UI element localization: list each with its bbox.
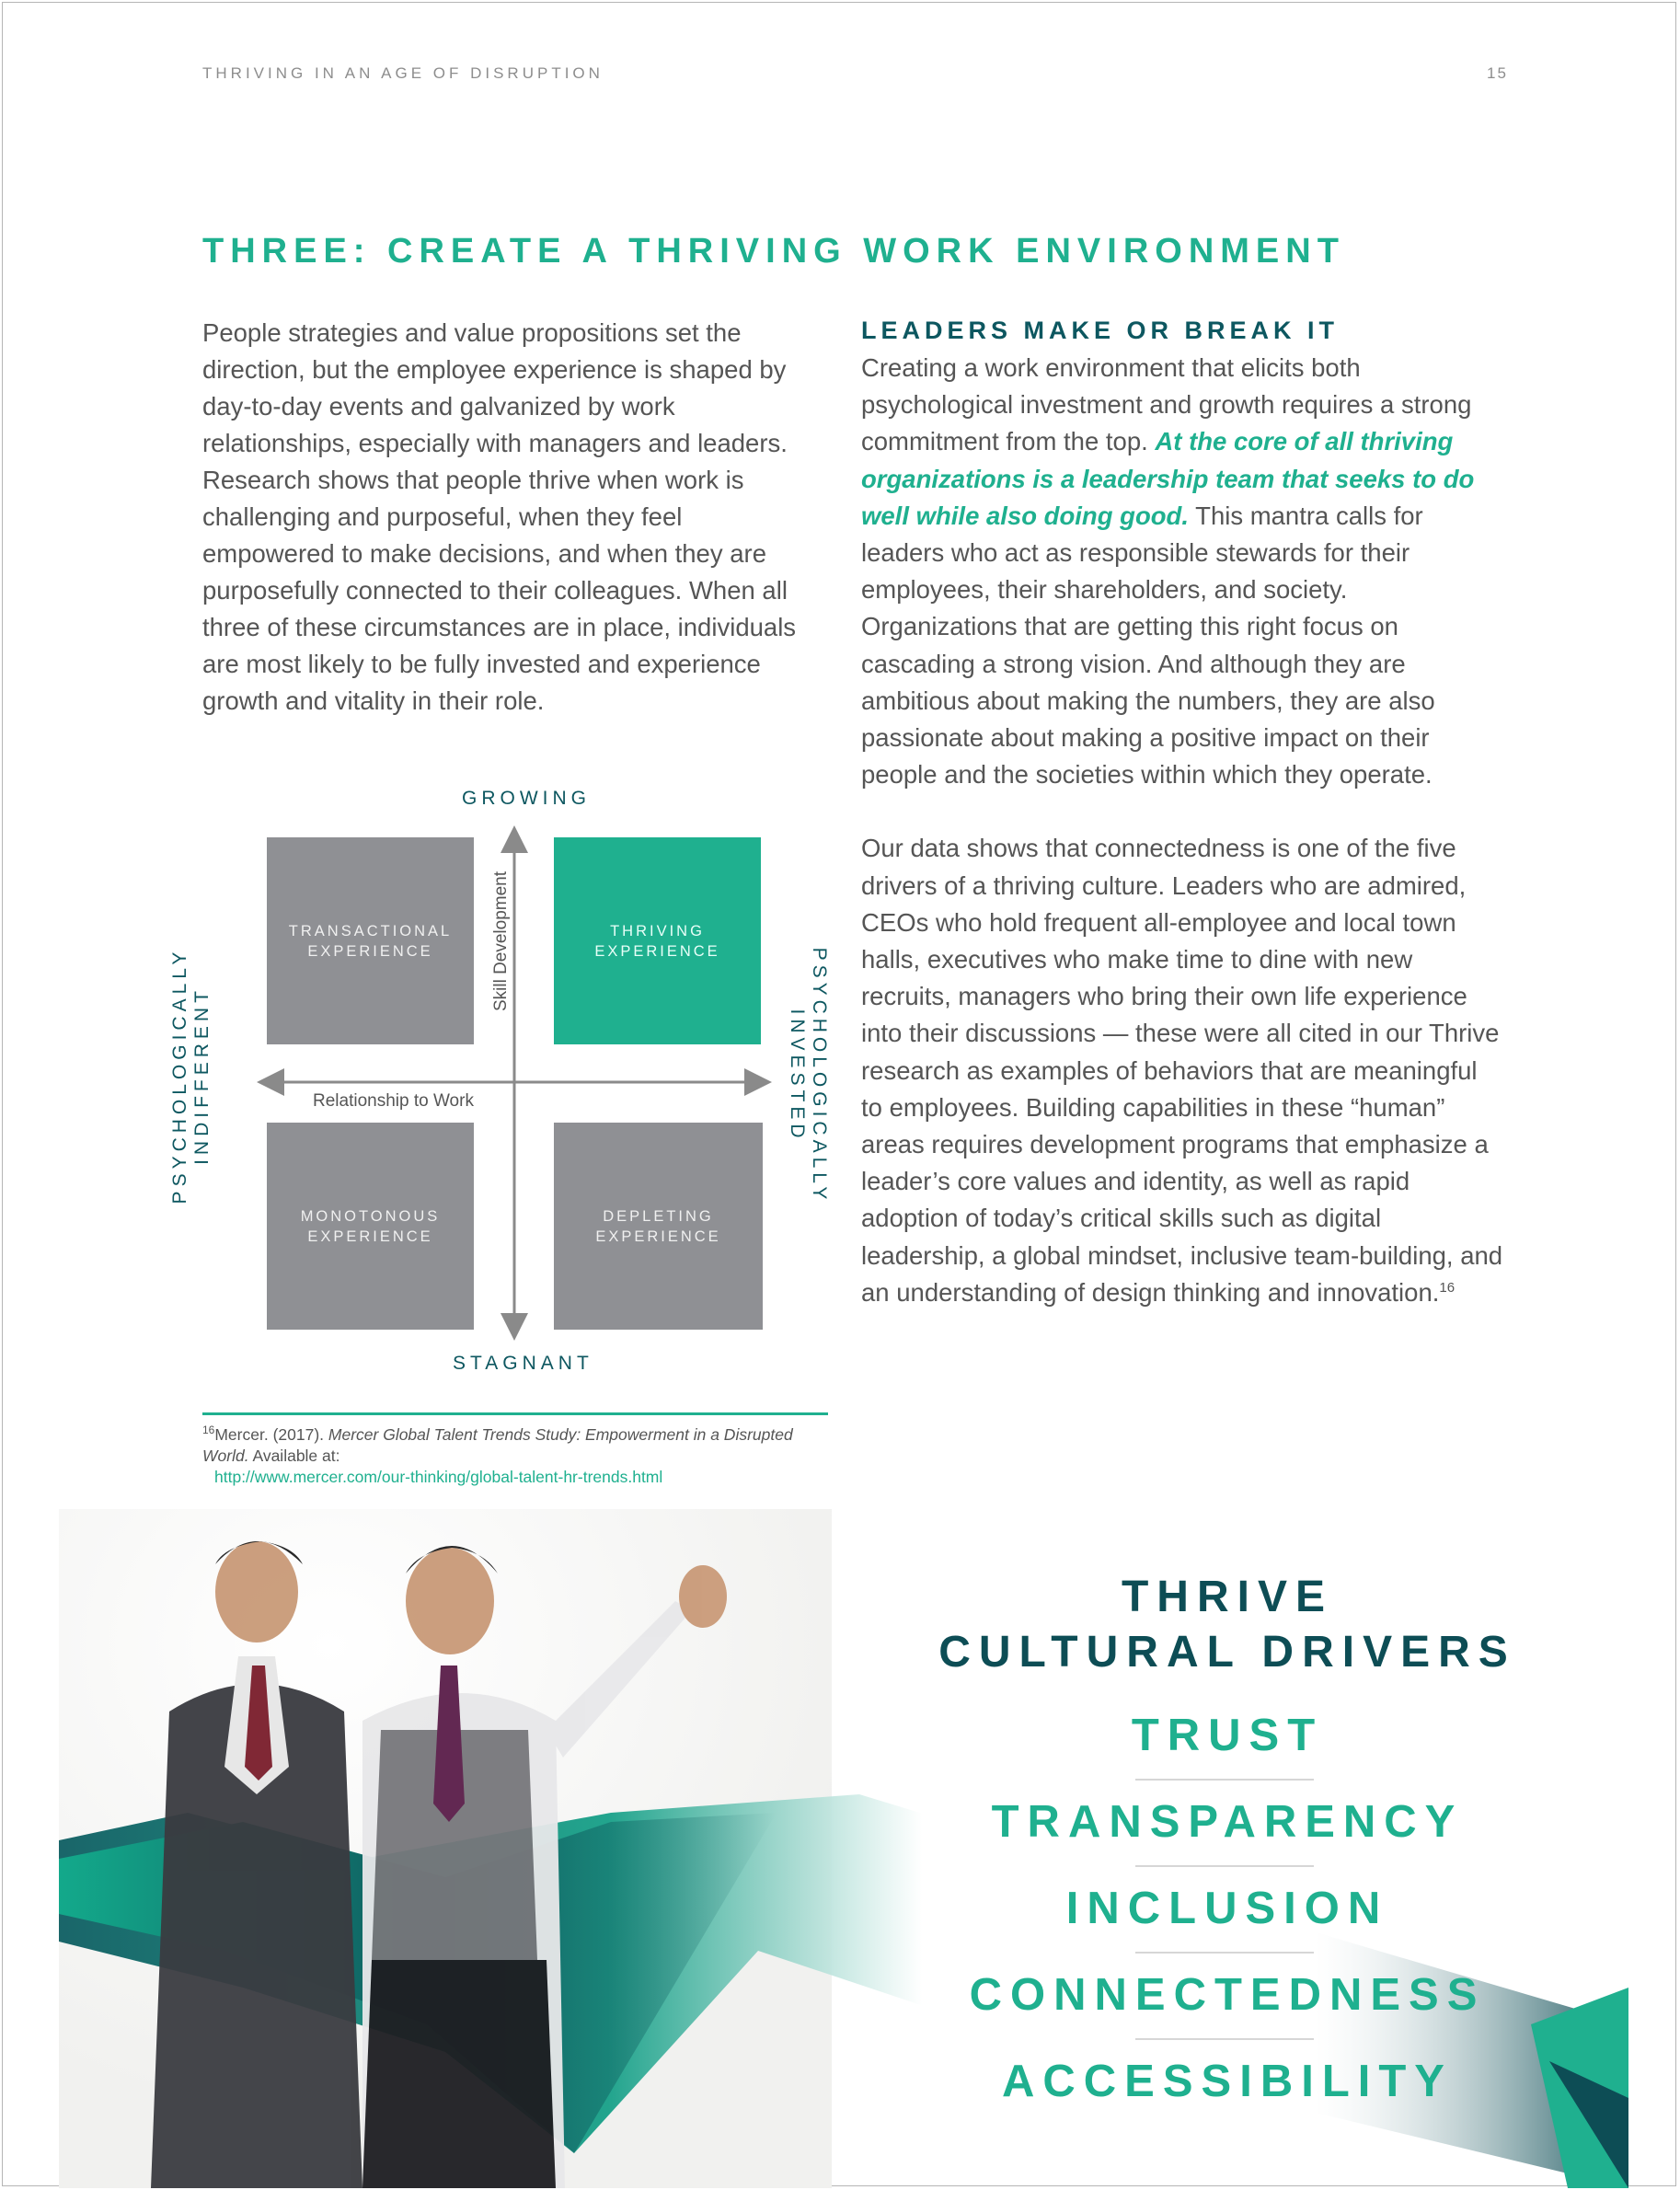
driver-divider [1135,2038,1314,2040]
relationship-to-work-label: Relationship to Work [309,1091,478,1112]
connectedness-paragraph [861,830,1505,1311]
driver-divider [1135,1865,1314,1867]
driver-transparency: TRANSPARENCY [991,1797,1464,1847]
footnote-reference: 16 [1439,1279,1456,1296]
stagnant-label: STAGNANT [453,1353,593,1374]
skill-development-label: Skill Development [491,870,511,1012]
footnote-link[interactable]: http://www.mercer.com/our-thinking/global-talent-hr-trends.html [214,1468,663,1486]
leadership-paragraph [861,350,1505,793]
driver-divider [1135,1952,1314,1954]
sub-heading: LEADERS MAKE OR BREAK IT [861,317,1340,344]
emphasis-quote: At the core of all thriving organizations is a leadership team that seeks to do well while also doing good. [861,427,1475,530]
driver-inclusion: INCLUSION [1065,1884,1389,1933]
paragraph-end: This mantra calls for leaders who act as responsible stewards for their employees, their shareholders, and society. Organizations that are getting this right focus on cascading a strong vision. And although they are ambitious about making the numbers, they are also passionate about making a positive impact on their people and the societies within which they operate. [861,501,1435,790]
footnote: $^{16}$Mercer. (2017). Mercer Global Talent Trends Study: Empowerment in a Disrupted World. Available at: http://www.mercer.com/our-thinking/global-talent-hr-trends.html [202,1424,828,1488]
quadrant-monotonous: MONOTONOUS EXPERIENCE [267,1123,474,1330]
running-header: THRIVING IN AN AGE OF DISRUPTION [202,64,604,82]
right-column [861,313,1505,1311]
driver-connectedness: CONNECTEDNESS [969,1970,1486,2020]
diagram-axes [193,782,837,1389]
quadrant-transactional: TRANSACTIONAL EXPERIENCE [267,837,474,1044]
driver-accessibility: ACCESSIBILITY [1002,2057,1453,2106]
growing-label: GROWING [462,788,591,809]
connectedness-text: Our data shows that connectedness is one of the five drivers of a thriving culture. Leaders who are admired, CEOs who hold frequent all-employee and local town halls, executives who make time to dine with new recruits, managers who bring their own life experience into their discussions — these were all cited in our Thrive research as examples of behaviors that are meaningful to employees. Building capabilities in these “human” areas requires development programs that emphasize a leader’s core values and identity, as well as rapid adoption of today’s critical skills such as digital leadership, a global mindset, inclusive team-building, and an understanding of design thinking and innovation. [861,834,1503,1307]
drivers-title-line2: CULTURAL DRIVERS [938,1628,1516,1677]
drivers-title-line1: THRIVE [1121,1573,1333,1621]
quadrant-thriving: THRIVING EXPERIENCE [554,837,761,1044]
quadrant-depleting: DEPLETING EXPERIENCE [554,1123,763,1330]
section-title: THREE: CREATE A THRIVING WORK ENVIRONMENT [202,232,1345,271]
psychologically-indifferent-label: PSYCHOLOGICALLY INDIFFERENT [169,947,213,1204]
intro-paragraph: People strategies and value propositions set the direction, but the employee experience is shaped by day-to-day events and galvanized by work relationships, especially with managers and leaders. Research shows that people thrive when work is challenging and purposeful, when they feel empowered to make decisions, and when they are purposefully connected to their colleagues. When all three of these circumstances are in place, individuals are most likely to be fully invested and experience growth and vitality in their role. [202,318,797,715]
psychologically-invested-label: PSYCHOLOGICALLY INVESTED [787,947,830,1204]
thrive-quadrant-diagram [169,782,837,1389]
drivers-banner [59,1509,1628,2188]
driver-trust: TRUST [1131,1711,1324,1760]
driver-divider [1135,1779,1314,1781]
footnote-divider [202,1412,828,1415]
paragraph-start: Creating a work environment that elicits both psychological investment and growth requires a strong commitment from the top. [861,353,1472,456]
page-number: 15 [1487,64,1508,82]
